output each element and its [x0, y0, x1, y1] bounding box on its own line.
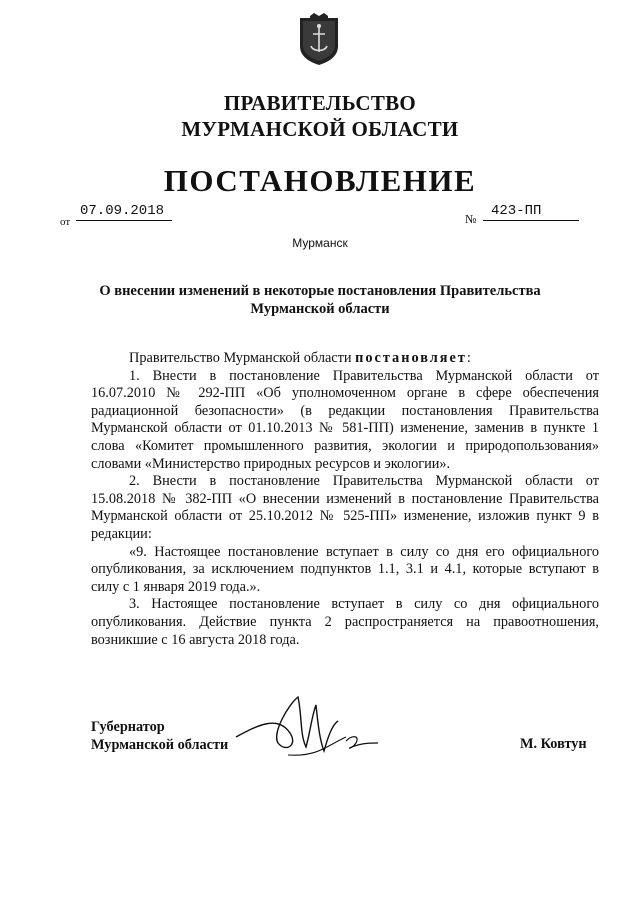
paragraph-1: 1. Внести в постановление Правительства Мурманской области от 16.07.2010 № 292-ПП «Об уполномоченном органе в сфере обеспечения радиационной безопасности» (в редакции постановления Правительства Мурманской области от 01.10.2013 № 581-ПП) изменение, заменив в пункте 1 слова «Комитет промышленного развития, экологии и природопользования» словами «Министерство природных ресурсов и экологии». [91, 367, 599, 472]
city-name: Мурманск [292, 236, 348, 250]
document-title: О внесении изменений в некоторые постановления Правительства Мурманской области [99, 283, 541, 317]
date-label: от [60, 216, 71, 228]
document-number: 423-ПП [483, 203, 579, 221]
signatory-position [91, 718, 228, 754]
document-date: 07.09.2018 [76, 203, 172, 221]
number-label: № [465, 212, 477, 226]
intro-paragraph [91, 350, 599, 368]
intro-prefix: Правительство Мурманской области [129, 350, 356, 366]
document-body [91, 350, 599, 649]
signatory-position-line2: Мурманской области [91, 737, 229, 753]
government-title-line2: МУРМАНСКОЙ ОБЛАСТИ [181, 117, 459, 141]
paragraph-2-quote: «9. Настоящее постановление вступает в силу со дня его официального опубликования, за исключением подпунктов 1.1, 3.1 и 4.1, которые вступают в силу с 1 января 2019 года.». [91, 543, 599, 595]
coat-of-arms-icon [297, 12, 341, 66]
signatory-name: М. Ковтун [520, 736, 587, 752]
document-type-heading: ПОСТАНОВЛЕНИЕ [163, 163, 477, 198]
paragraph-3: 3. Настоящее постановление вступает в силу со дня официального опубликования. Действие пункта 2 распространяется на правоотношения, возникшие с 16 августа 2018 года. [91, 596, 599, 648]
handwritten-signature-icon [228, 685, 408, 765]
signatory-position-line1: Губернатор [91, 719, 165, 735]
government-title-line1: ПРАВИТЕЛЬСТВО [223, 91, 417, 115]
intro-suffix: : [466, 350, 471, 366]
paragraph-2: 2. Внести в постановление Правительства Мурманской области от 15.08.2018 № 382-ПП «О внесении изменений в постановление Правительства Мурманской области от 25.10.2012 № 525-ПП» изменение, изложив пункт 9 в редакции: [91, 473, 599, 542]
intro-decree-word: постановляет [355, 350, 467, 366]
